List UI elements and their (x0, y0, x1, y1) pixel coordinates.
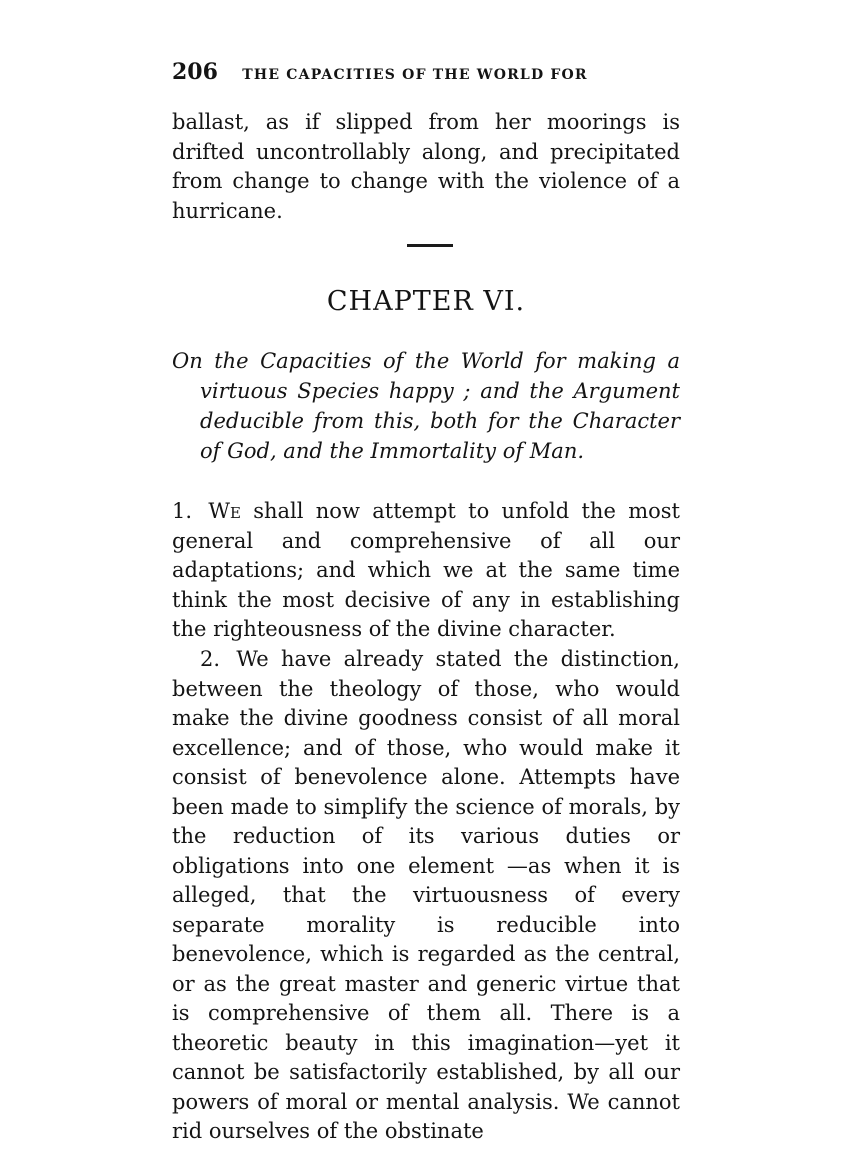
paragraph-number: 2. (200, 647, 221, 671)
section-divider-rule (407, 244, 453, 247)
paragraph-text: shall now attempt to unfold the most general and comprehensive of all our adaptations; and which we at the same time think the most decisive of any in establishing the righteousness of the divine character. (172, 499, 680, 641)
chapter-title: CHAPTER VI. (326, 286, 526, 317)
continuation-paragraph: ballast, as if slipped from her moorings is drifted uncontrollably along, and precipitated from change to change with the violence of a hurricane. (172, 110, 680, 223)
paragraph-number: 1. (172, 499, 193, 523)
paragraph-text: We have already stated the distinction, between the theology of those, who would make the divine goodness consist of all moral excellence; and of those, who would make it consist of benevolence alone. Attempts have been made to simplify the science of morals, by the reduction of its various duties or obligations into one element —as when it is alleged, that the virtuousness of every separate morality is reducible into benevolence, which is regarded as the central, or as the great master and generic virtue that is comprehensive of them all. There is a theoretic beauty in this imagination—yet it cannot be satisfactorily established, by all our powers of moral or mental analysis. We cannot rid ourselves of the obstinate (172, 647, 680, 1143)
page-header (172, 58, 692, 89)
running-head: THE CAPACITIES OF THE WORLD FOR (242, 67, 588, 83)
paragraph-lead-word: We (208, 499, 241, 523)
page-number: 206 (172, 59, 218, 85)
paragraph-1 (172, 497, 680, 645)
chapter-subtitle: On the Capacities of the World for making a virtuous Species happy ; and the Argument deducible from this, both for the Character of God, and the Immortality of Man. (172, 349, 680, 463)
paragraph-2 (172, 645, 680, 1147)
